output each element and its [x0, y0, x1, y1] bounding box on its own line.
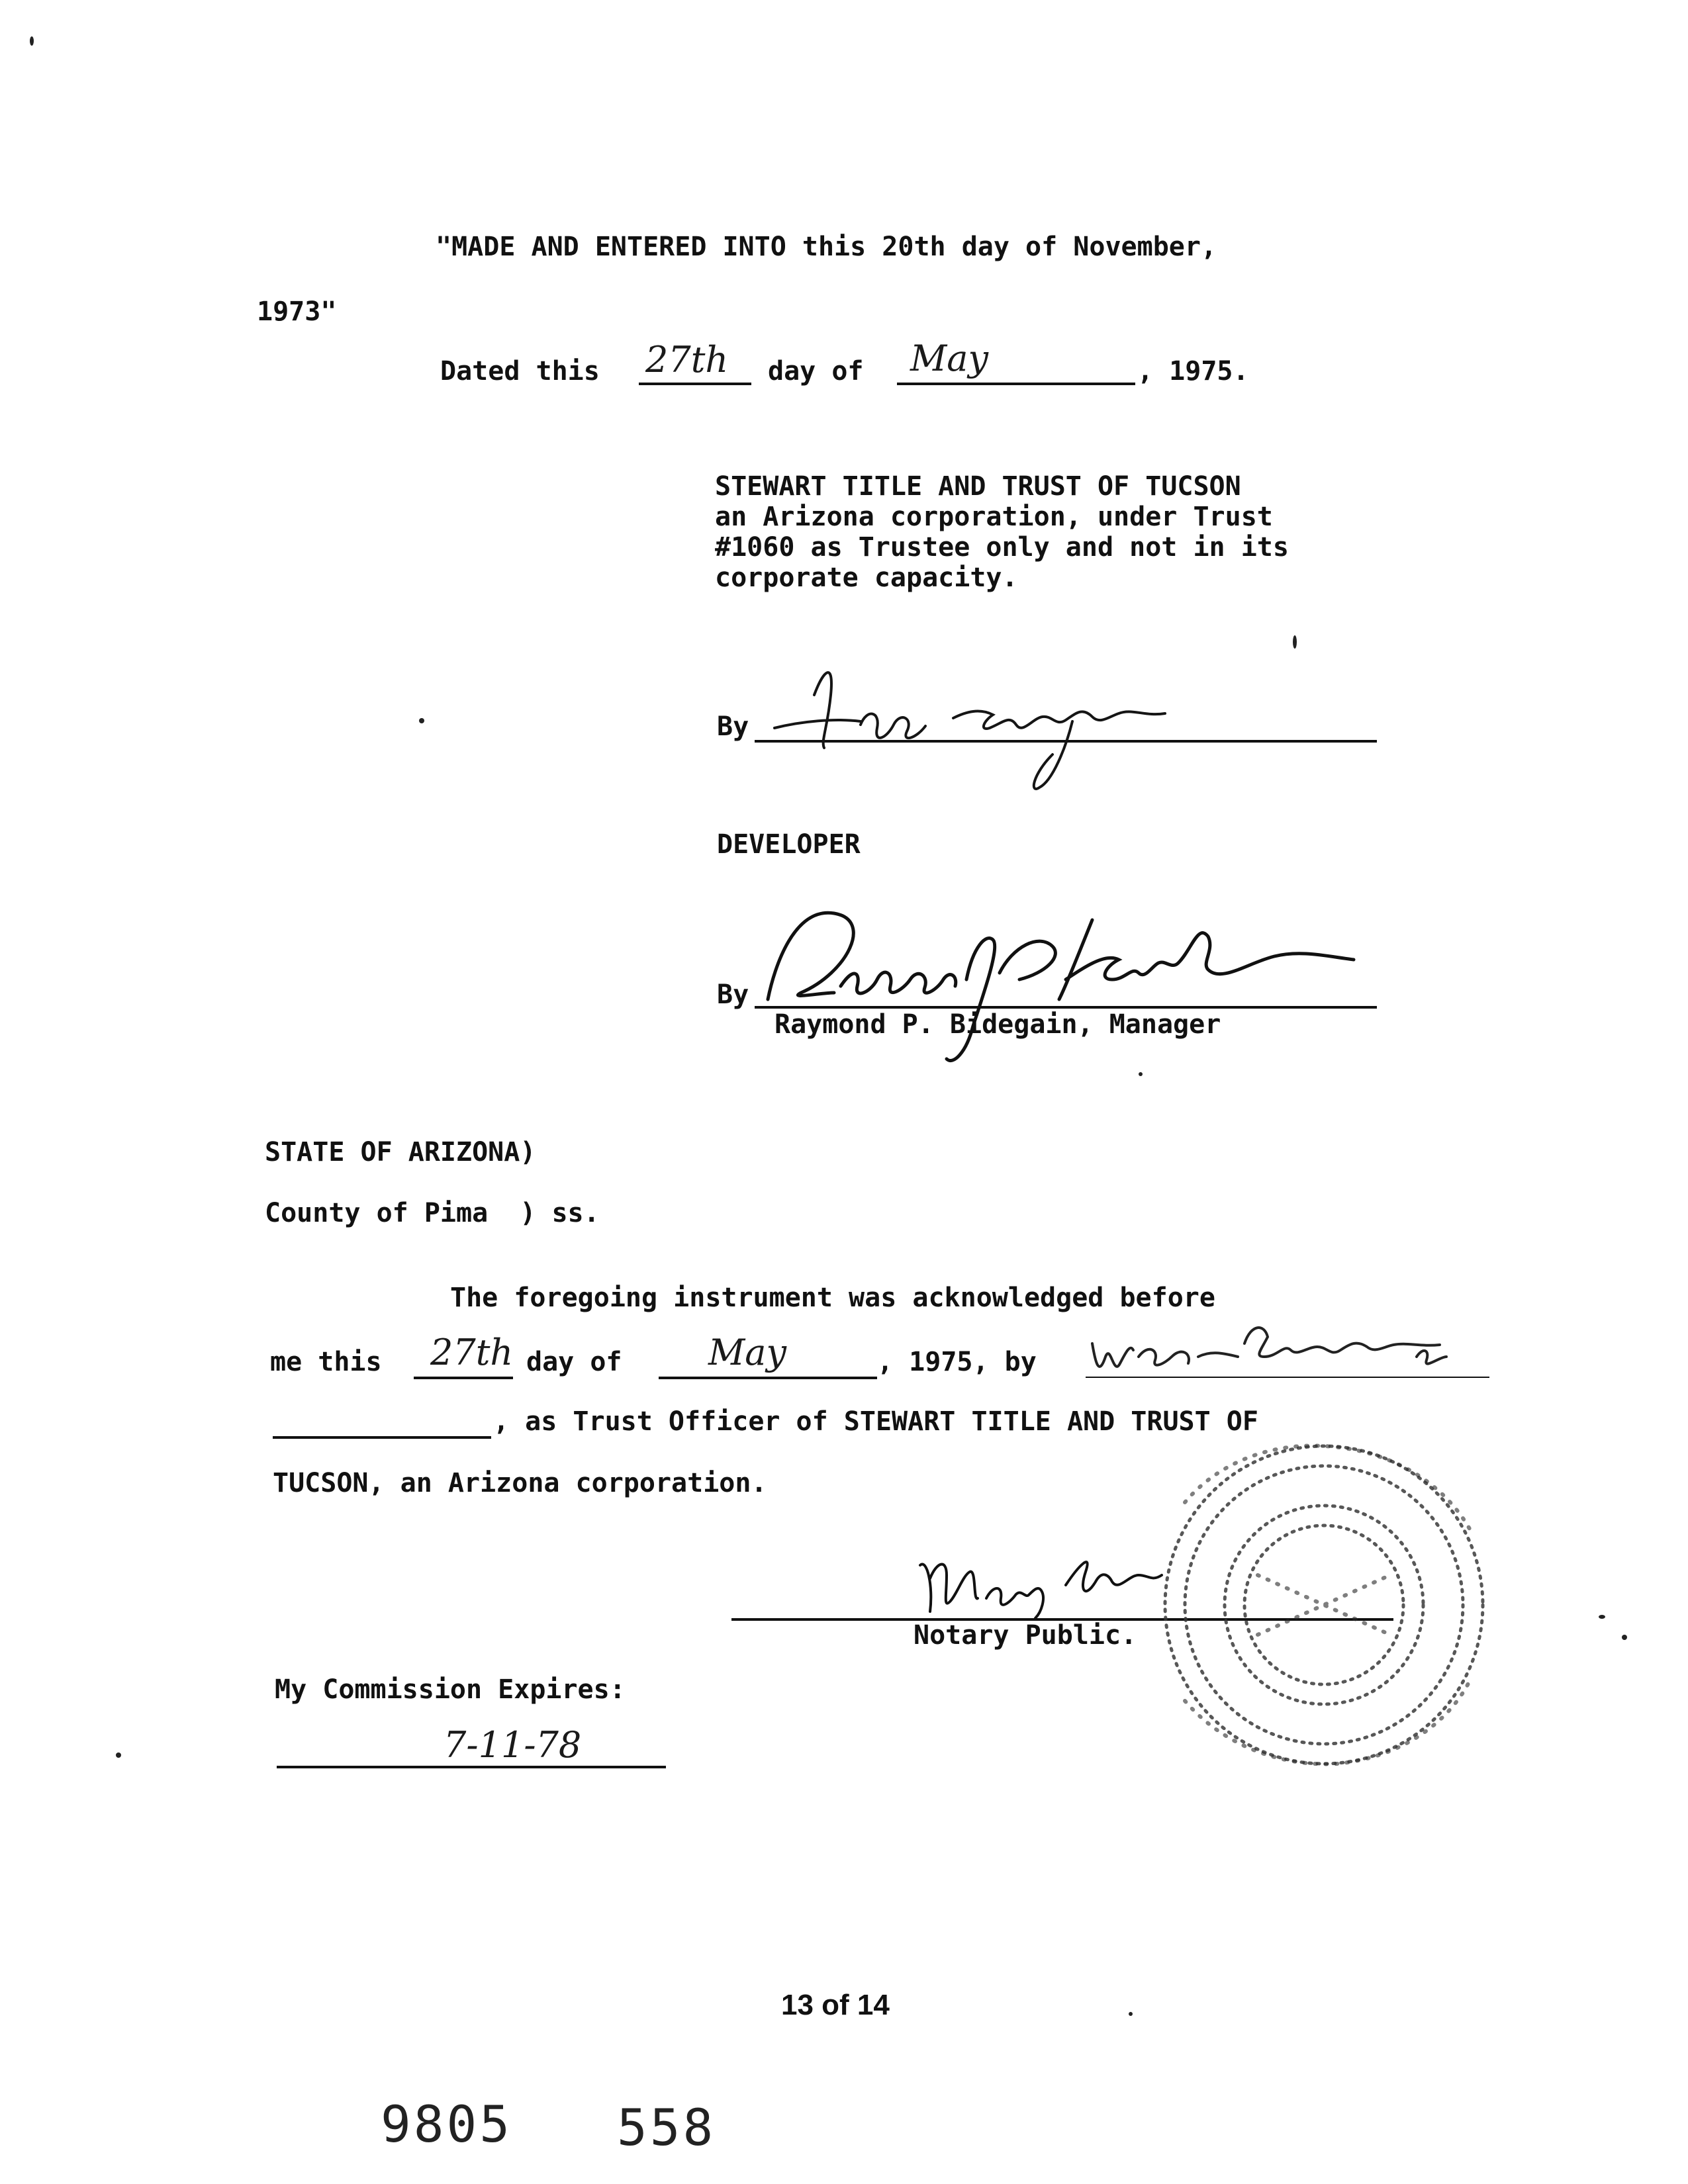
trustee-by-label: By: [717, 711, 749, 742]
dated-prefix: Dated this: [440, 356, 600, 387]
ack-day-handwritten: 27th: [430, 1332, 514, 1373]
scan-speck: [116, 1752, 121, 1758]
trustee-line-4: corporate capacity.: [715, 563, 1018, 593]
scan-speck: [419, 718, 424, 723]
scan-speck: [1293, 635, 1297, 649]
ack-as-trust-officer: , as Trust Officer of STEWART TITLE AND TRUST OF: [493, 1406, 1258, 1437]
notary-seal: [1125, 1423, 1523, 1794]
recital-line-2: 1973": [257, 296, 337, 327]
recording-number: 9805: [381, 2095, 513, 2154]
scan-speck: [1139, 1072, 1143, 1076]
commission-date-handwritten: 7-11-78: [444, 1724, 582, 1766]
dated-month-handwritten: May: [910, 338, 988, 379]
trustee-signature: [761, 655, 1291, 807]
trustee-line-2: an Arizona corporation, under Trust: [715, 502, 1273, 532]
recording-page: 558: [617, 2098, 716, 2157]
dated-year: , 1975.: [1137, 356, 1249, 387]
recital-line-1: "MADE AND ENTERED INTO this 20th day of November,: [436, 232, 1217, 262]
scan-speck: [1599, 1615, 1605, 1619]
dated-day-of: day of: [768, 356, 864, 387]
ack-officer-underline: [1086, 1377, 1489, 1378]
developer-heading: DEVELOPER: [717, 829, 861, 860]
notary-label: Notary Public.: [914, 1620, 1137, 1651]
ack-corp-line: TUCSON, an Arizona corporation.: [273, 1468, 767, 1498]
developer-by-label: By: [717, 979, 749, 1010]
ack-month-underline: [659, 1377, 877, 1379]
trustee-line-1: STEWART TITLE AND TRUST OF TUCSON: [715, 471, 1241, 502]
scan-speck: [30, 36, 34, 46]
developer-signature: [748, 893, 1377, 1079]
trustee-line-3: #1060 as Trustee only and not in its: [715, 532, 1289, 563]
ack-month-handwritten: May: [708, 1332, 786, 1373]
ack-me-this: me this: [270, 1347, 382, 1377]
ack-day-of: day of: [526, 1347, 622, 1377]
developer-signer-name: Raymond P. Bidegain, Manager: [774, 1009, 1221, 1040]
commission-label: My Commission Expires:: [275, 1674, 626, 1705]
venue-state: STATE OF ARIZONA): [265, 1137, 536, 1167]
dated-month-underline: [897, 383, 1135, 385]
ack-line-1: The foregoing instrument was acknowledged before: [450, 1283, 1215, 1313]
dated-day-handwritten: 27th: [645, 339, 729, 381]
ack-officer-title-blank: [273, 1436, 491, 1439]
commission-date-underline: [277, 1766, 666, 1768]
dated-day-underline: [639, 383, 751, 385]
ack-officer-signature: [1086, 1317, 1496, 1396]
ack-day-underline: [414, 1377, 513, 1379]
page-indicator: 13 of 14: [781, 1989, 890, 2021]
scan-speck: [1129, 2012, 1133, 2016]
venue-county: County of Pima ) ss.: [265, 1198, 600, 1228]
ack-year-by: , 1975, by: [877, 1347, 1037, 1377]
scan-speck: [1622, 1635, 1627, 1640]
